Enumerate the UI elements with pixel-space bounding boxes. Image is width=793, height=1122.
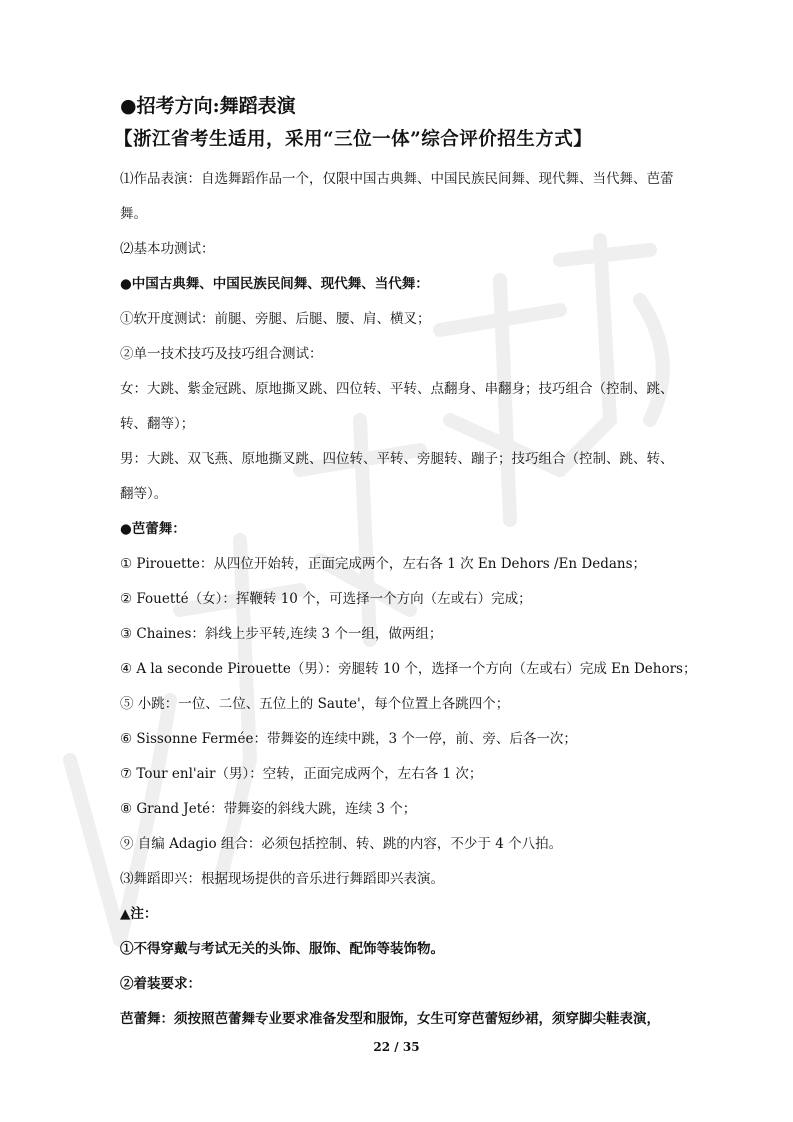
page-number: 22 / 35 — [373, 1040, 420, 1054]
paragraph: ⑶舞蹈即兴：根据现场提供的音乐进行舞蹈即兴表演。 — [120, 871, 444, 887]
paragraph: 女：大跳、紫金冠跳、原地撕叉跳、四位转、平转、点翻身、串翻身；技巧组合（控制、跳、转、翻等）； — [120, 381, 674, 432]
paragraph: ▲注： — [120, 906, 158, 922]
paragraph: ⑵基本功测试： — [120, 241, 215, 257]
paragraph: ⑥ Sissonne Fermée：带舞姿的连续中跳，3 个一停，前、旁、后各一次； — [120, 731, 577, 747]
section-heading: ●招考方向:舞蹈表演 — [120, 95, 296, 117]
paragraph: ③ Chaines：斜线上步平转,连续 3 个一组，做两组； — [120, 626, 443, 642]
paragraph: ①不得穿戴与考试无关的头饰、服饰、配饰等装饰物。 — [120, 941, 444, 957]
paragraph: 芭蕾舞：须按照芭蕾舞专业要求准备发型和服饰，女生可穿芭蕾短纱裙，须穿脚尖鞋表演， — [120, 1011, 660, 1027]
paragraph: ⑦ Tour enl'air（男）：空转，正面完成两个，左右各 1 次； — [120, 766, 483, 782]
paragraph: ⑤ 小跳：一位、二位、五位上的 Saute'，每个位置上各跳四个； — [120, 696, 510, 712]
paragraph: ⑴作品表演：自选舞蹈作品一个，仅限中国古典舞、中国民族民间舞、现代舞、当代舞、芭蕾舞。 — [120, 171, 674, 222]
paragraph: ⑨ 自编 Adagio 组合：必须包括控制、转、跳的内容，不少于 4 个八拍。 — [120, 836, 563, 852]
paragraph: ① Pirouette：从四位开始转，正面完成两个，左右各 1 次 En Dehors /En Dedans； — [120, 556, 647, 572]
document-body — [114, 92, 697, 1037]
paragraph: ②单一技术技巧及技巧组合测试： — [120, 346, 323, 362]
paragraph: ④ A la seconde Pirouette（男）：旁腿转 10 个，选择一个方向（左或右）完成 En Dehors； — [120, 661, 697, 677]
paragraph: ●中国古典舞、中国民族民间舞、现代舞、当代舞： — [120, 276, 429, 292]
paragraph: ●芭蕾舞： — [120, 521, 186, 537]
paragraph: ①软开度测试：前腿、旁腿、后腿、腰、肩、横叉； — [120, 311, 431, 327]
paragraph: ② Fouetté（女）：挥鞭转 10 个，可选择一个方向（左或右）完成； — [120, 591, 532, 607]
paragraph: ②着装要求： — [120, 976, 201, 992]
section-subheading: 【浙江省考生适用，采用“三位一体”综合评价招生方式】 — [114, 129, 593, 150]
paragraph: ⑧ Grand Jeté：带舞姿的斜线大跳，连续 3 个； — [120, 801, 417, 817]
paragraph: 男：大跳、双飞燕、原地撕叉跳、四位转、平转、旁腿转、蹦子；技巧组合（控制、跳、转、翻等）。 — [120, 451, 674, 502]
